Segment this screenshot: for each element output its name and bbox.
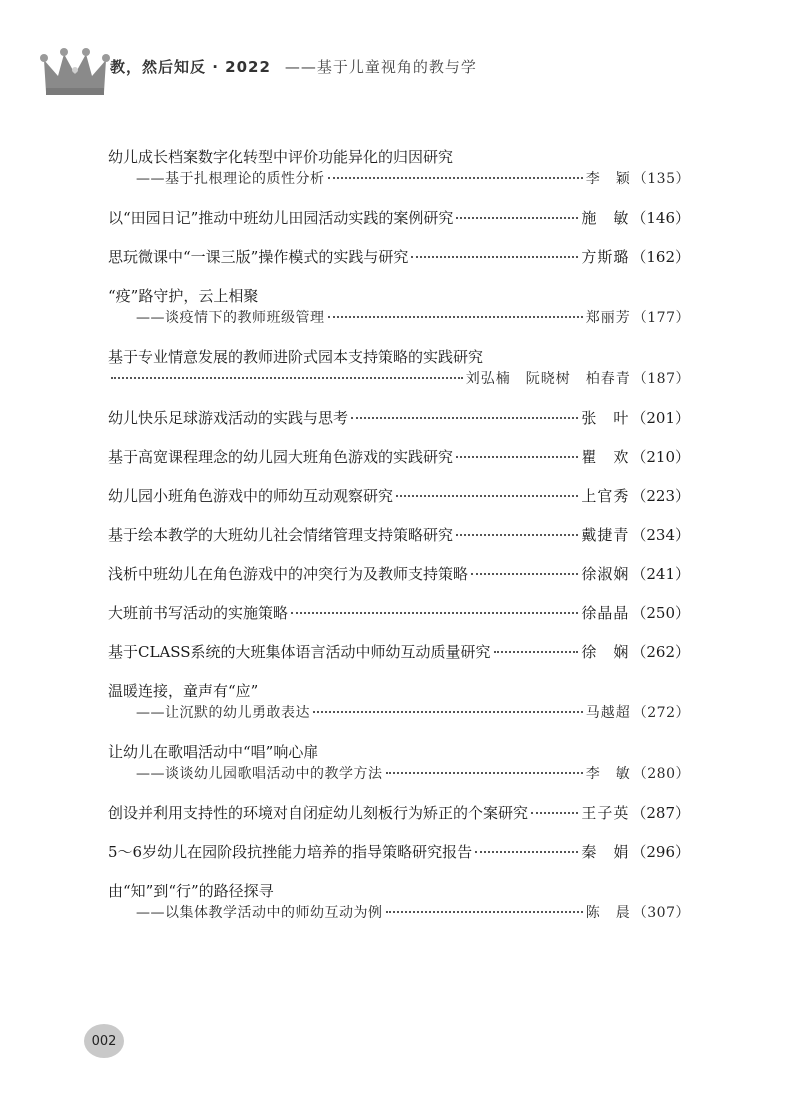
toc-page: （234） (631, 526, 690, 544)
toc-subtitle: ——谈谈幼儿园歌唱活动中的教学方法 (136, 766, 383, 782)
toc-author: 上官秀 (581, 487, 630, 505)
toc-title-line (108, 741, 690, 763)
toc-title-line (108, 841, 690, 863)
toc-page: （307） (632, 905, 690, 921)
toc-author: 李 敏 (585, 766, 631, 782)
toc-author: 徐 娴 (581, 643, 630, 661)
toc-subtitle-line (108, 902, 690, 924)
toc-title-line (108, 346, 690, 368)
toc-entry (108, 802, 690, 824)
toc-entry (108, 602, 690, 624)
toc-page: （210） (631, 448, 690, 466)
toc-page: （250） (631, 604, 690, 622)
toc-page: （287） (631, 804, 690, 822)
toc-author: 张 叶 (581, 409, 630, 427)
toc-title: 创设并利用支持性的环境对自闭症幼儿刻板行为矫正的个案研究 (108, 804, 529, 822)
toc-page: （272） (632, 705, 690, 721)
toc-author: 戴捷青 (581, 526, 630, 544)
toc-entry (108, 446, 690, 468)
toc-page: （296） (631, 843, 690, 861)
toc-title: 由“知”到“行”的路径探寻 (108, 882, 274, 900)
dot-leader (313, 711, 583, 713)
toc-entry (108, 680, 690, 724)
book-subtitle: ——基于儿童视角的教与学 (284, 58, 477, 76)
toc-subtitle: ——基于扎根理论的质性分析 (136, 171, 325, 187)
toc-page: （162） (631, 248, 690, 266)
toc-title: 基于绘本教学的大班幼儿社会情绪管理支持策略研究 (108, 526, 454, 544)
toc-page: （135） (632, 171, 690, 187)
dot-leader (456, 217, 578, 219)
dot-leader (475, 851, 578, 853)
toc-entry (108, 285, 690, 329)
toc-author: 瞿 欢 (581, 448, 630, 466)
toc-author: 秦 娟 (581, 843, 630, 861)
dot-leader (386, 911, 583, 913)
toc-title-line (108, 524, 690, 546)
toc-author-line (108, 368, 690, 390)
toc-title-line (108, 146, 690, 168)
toc-author: 郑丽芳 (585, 310, 631, 326)
book-title: 教，然后知反 · 2022 (110, 58, 271, 76)
toc-subtitle: ——让沉默的幼儿勇敢表达 (136, 705, 310, 721)
toc-title-line (108, 602, 690, 624)
toc-entry (108, 146, 690, 190)
dot-leader (328, 177, 583, 179)
toc-title-line (108, 207, 690, 229)
toc-entry (108, 246, 690, 268)
toc-title: 温暖连接，童声有“应” (108, 682, 259, 700)
toc-title: 幼儿成长档案数字化转型中评价功能异化的归因研究 (108, 148, 454, 166)
toc-author: 方斯璐 (581, 248, 630, 266)
toc-author: 陈 晨 (585, 905, 631, 921)
dot-leader (111, 377, 463, 379)
dot-leader (386, 772, 583, 774)
toc-subtitle-line (108, 763, 690, 785)
toc-title: “疫”路守护，云上相聚 (108, 287, 259, 305)
toc-page: （146） (631, 209, 690, 227)
toc-entry (108, 880, 690, 924)
toc-title: 思玩微课中“一课三版”操作模式的实践与研究 (108, 248, 409, 266)
running-header (40, 46, 760, 106)
toc-page: （187） (632, 371, 690, 387)
toc-entry (108, 841, 690, 863)
toc-title: 幼儿园小班角色游戏中的师幼互动观察研究 (108, 487, 394, 505)
toc-author: 李 颖 (585, 171, 631, 187)
toc-title: 大班前书写活动的实施策略 (108, 604, 289, 622)
toc-title: 以“田园日记”推动中班幼儿田园活动实践的案例研究 (108, 209, 454, 227)
crown-icon (40, 46, 110, 98)
toc-title-line (108, 285, 690, 307)
page-number-badge (84, 1024, 124, 1058)
dot-leader (291, 612, 578, 614)
toc-title: 浅析中班幼儿在角色游戏中的冲突行为及教师支持策略 (108, 565, 469, 583)
page-number: 002 (91, 1033, 117, 1049)
toc-title-line (108, 446, 690, 468)
toc-page: （262） (631, 643, 690, 661)
toc-author: 王子英 (581, 804, 630, 822)
toc-title: 基于高宽课程理念的幼儿园大班角色游戏的实践研究 (108, 448, 454, 466)
dot-leader (531, 812, 578, 814)
toc-entry (108, 485, 690, 507)
toc-subtitle-line (108, 168, 690, 190)
toc-author: 徐晶晶 (581, 604, 630, 622)
toc-title-line (108, 563, 690, 585)
toc-page: （201） (631, 409, 690, 427)
toc-entry (108, 407, 690, 429)
toc-entry (108, 641, 690, 663)
toc-title: 基于CLASS系统的大班集体语言活动中师幼互动质量研究 (108, 643, 491, 661)
toc-title: 基于专业情意发展的教师进阶式园本支持策略的实践研究 (108, 348, 484, 366)
toc-title: 让幼儿在歌唱活动中“唱”响心扉 (108, 743, 319, 761)
toc-title-line (108, 246, 690, 268)
dot-leader (351, 417, 578, 419)
toc-entry (108, 207, 690, 229)
dot-leader (494, 651, 579, 653)
toc-subtitle-line (108, 307, 690, 329)
toc-title-line (108, 680, 690, 702)
toc-subtitle-line (108, 702, 690, 724)
dot-leader (396, 495, 578, 497)
table-of-contents (108, 146, 690, 941)
toc-subtitle: ——谈疫情下的教师班级管理 (136, 310, 325, 326)
toc-page: （223） (631, 487, 690, 505)
toc-entry (108, 524, 690, 546)
toc-page: （177） (632, 310, 690, 326)
toc-title-line (108, 407, 690, 429)
dot-leader (456, 534, 578, 536)
toc-author: 马越超 (585, 705, 631, 721)
toc-page: （280） (632, 766, 690, 782)
dot-leader (471, 573, 578, 575)
dot-leader (411, 256, 578, 258)
toc-entry (108, 741, 690, 785)
toc-entry (108, 346, 690, 390)
dot-leader (328, 316, 583, 318)
toc-page: （241） (631, 565, 690, 583)
header-title-block (110, 56, 477, 77)
dot-leader (456, 456, 578, 458)
toc-author: 刘弘楠 阮晓树 柏春青 (465, 371, 631, 387)
toc-subtitle: ——以集体教学活动中的师幼互动为例 (136, 905, 383, 921)
toc-author: 施 敏 (581, 209, 630, 227)
toc-title-line (108, 802, 690, 824)
toc-title: 5～6岁幼儿在园阶段抗挫能力培养的指导策略研究报告 (108, 843, 473, 861)
toc-author: 徐淑娴 (581, 565, 630, 583)
toc-title-line (108, 641, 690, 663)
toc-title: 幼儿快乐足球游戏活动的实践与思考 (108, 409, 349, 427)
toc-title-line (108, 485, 690, 507)
toc-entry (108, 563, 690, 585)
toc-title-line (108, 880, 690, 902)
